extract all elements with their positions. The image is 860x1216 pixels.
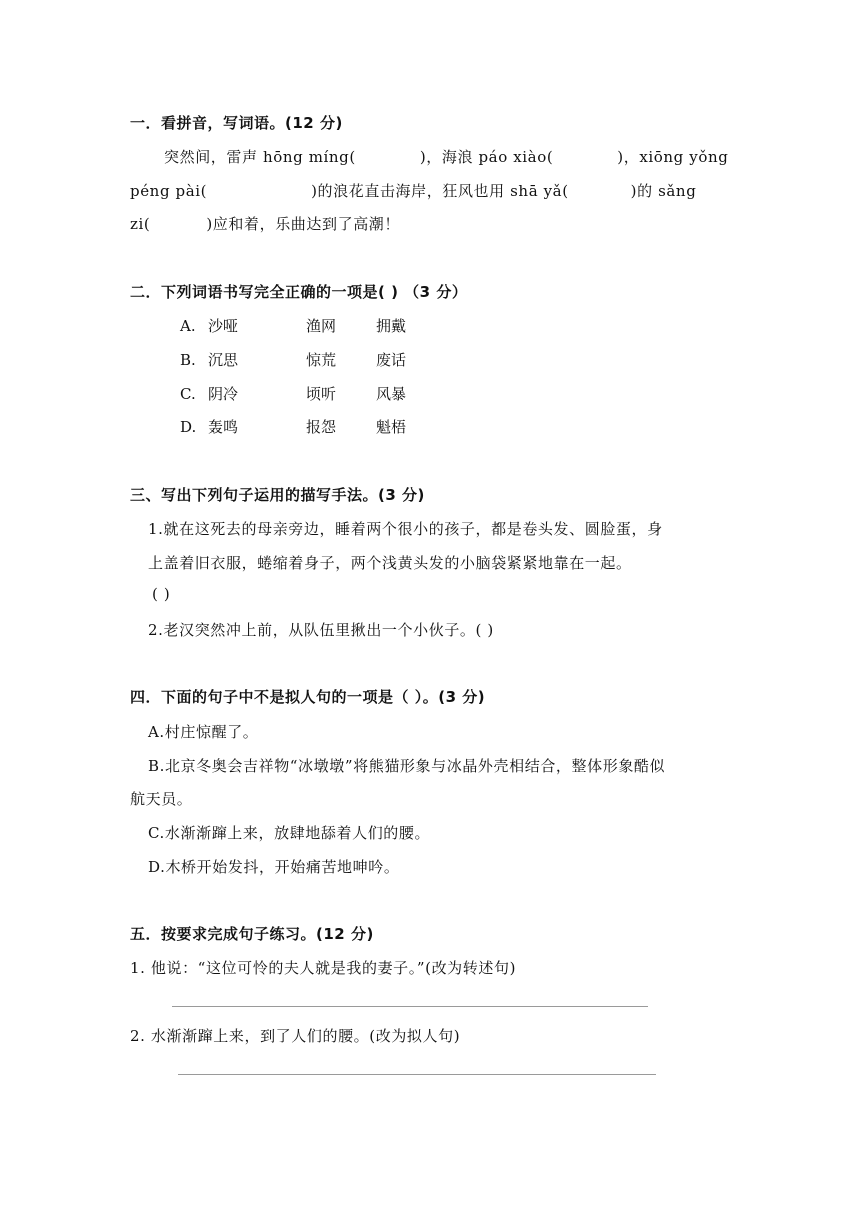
option-word: 顷听 [306, 385, 337, 403]
section-5-title: 五．按要求完成句子练习。(12 分) [130, 925, 374, 943]
section-3-q1-line-2: 上盖着旧衣服，蜷缩着身子，两个浅黄头发的小脑袋紧紧地靠在一起。 [148, 554, 632, 572]
section-3-title: 三、写出下列句子运用的描写手法。(3 分) [130, 486, 425, 504]
option-word: 废话 [376, 351, 407, 369]
option-c[interactable] [180, 383, 406, 404]
option-word: 轰鸣 [208, 418, 239, 436]
section-4-title: 四．下面的句子中不是拟人句的一项是（ ）。(3 分) [130, 688, 486, 706]
section-4-option-b-line-1[interactable]: B.北京冬奥会吉祥物“冰墩墩”将熊猫形象与冰晶外壳相结合，整体形象酷似 [148, 757, 666, 775]
option-word: 沉思 [208, 351, 239, 369]
option-word: 惊荒 [306, 351, 337, 369]
section-1-line-1 [164, 146, 728, 167]
option-word: 沙哑 [208, 317, 239, 335]
option-b[interactable] [180, 349, 406, 370]
section-3-q2: 2.老汉突然冲上前，从队伍里揪出一个小伙子。( ) [148, 621, 494, 639]
section-4-option-b-line-2: 航天员。 [130, 790, 193, 808]
section-1-title: 一．看拼音，写词语。(12 分) [130, 114, 343, 132]
option-letter: D. [180, 418, 197, 436]
option-letter: A. [180, 317, 196, 335]
option-d[interactable] [180, 416, 406, 437]
option-word: 报怨 [306, 418, 337, 436]
option-word: 拥戴 [376, 317, 407, 335]
text-segment: )的 sǎng [630, 182, 697, 200]
text-segment: 突然间，雷声 hōng míng( [164, 148, 356, 166]
text-segment: )的浪花直击海岸，狂风也用 shā yǎ( [311, 182, 569, 200]
section-1-line-3 [130, 213, 400, 234]
section-3-q1-answer[interactable]: ( ) [152, 585, 171, 603]
option-word: 风暴 [376, 385, 407, 403]
text-segment: zi( [130, 215, 151, 233]
text-segment: )应和着，乐曲达到了高潮！ [206, 215, 401, 233]
section-4-option-c[interactable]: C.水渐渐蹿上来，放肆地舔着人们的腰。 [148, 824, 431, 842]
section-5-q2: 2. 水渐渐蹿上来，到了人们的腰。(改为拟人句) [130, 1027, 461, 1045]
text-segment: )，xiōng yǒng [617, 148, 729, 166]
section-3-q1-line-1: 1.就在这死去的母亲旁边，睡着两个很小的孩子，都是卷头发、圆脸蛋，身 [148, 520, 663, 538]
option-word: 渔网 [306, 317, 337, 335]
section-4-option-a[interactable]: A.村庄惊醒了。 [148, 723, 259, 741]
answer-line-2[interactable] [178, 1074, 656, 1075]
section-2-title: 二．下列词语书写完全正确的一项是( ) （3 分） [130, 283, 468, 301]
section-4-option-d[interactable]: D.木桥开始发抖，开始痛苦地呻吟。 [148, 858, 400, 876]
option-letter: C. [180, 385, 196, 403]
section-5-q1: 1. 他说：“这位可怜的夫人就是我的妻子。”(改为转述句) [130, 959, 517, 977]
option-letter: B. [180, 351, 196, 369]
section-1-line-2 [130, 180, 696, 201]
text-segment: péng pài( [130, 182, 208, 200]
option-word: 魁梧 [376, 418, 407, 436]
option-a[interactable] [180, 315, 406, 336]
answer-line-1[interactable] [172, 1006, 648, 1007]
option-word: 阴冷 [208, 385, 239, 403]
text-segment: )，海浪 páo xiào( [419, 148, 554, 166]
